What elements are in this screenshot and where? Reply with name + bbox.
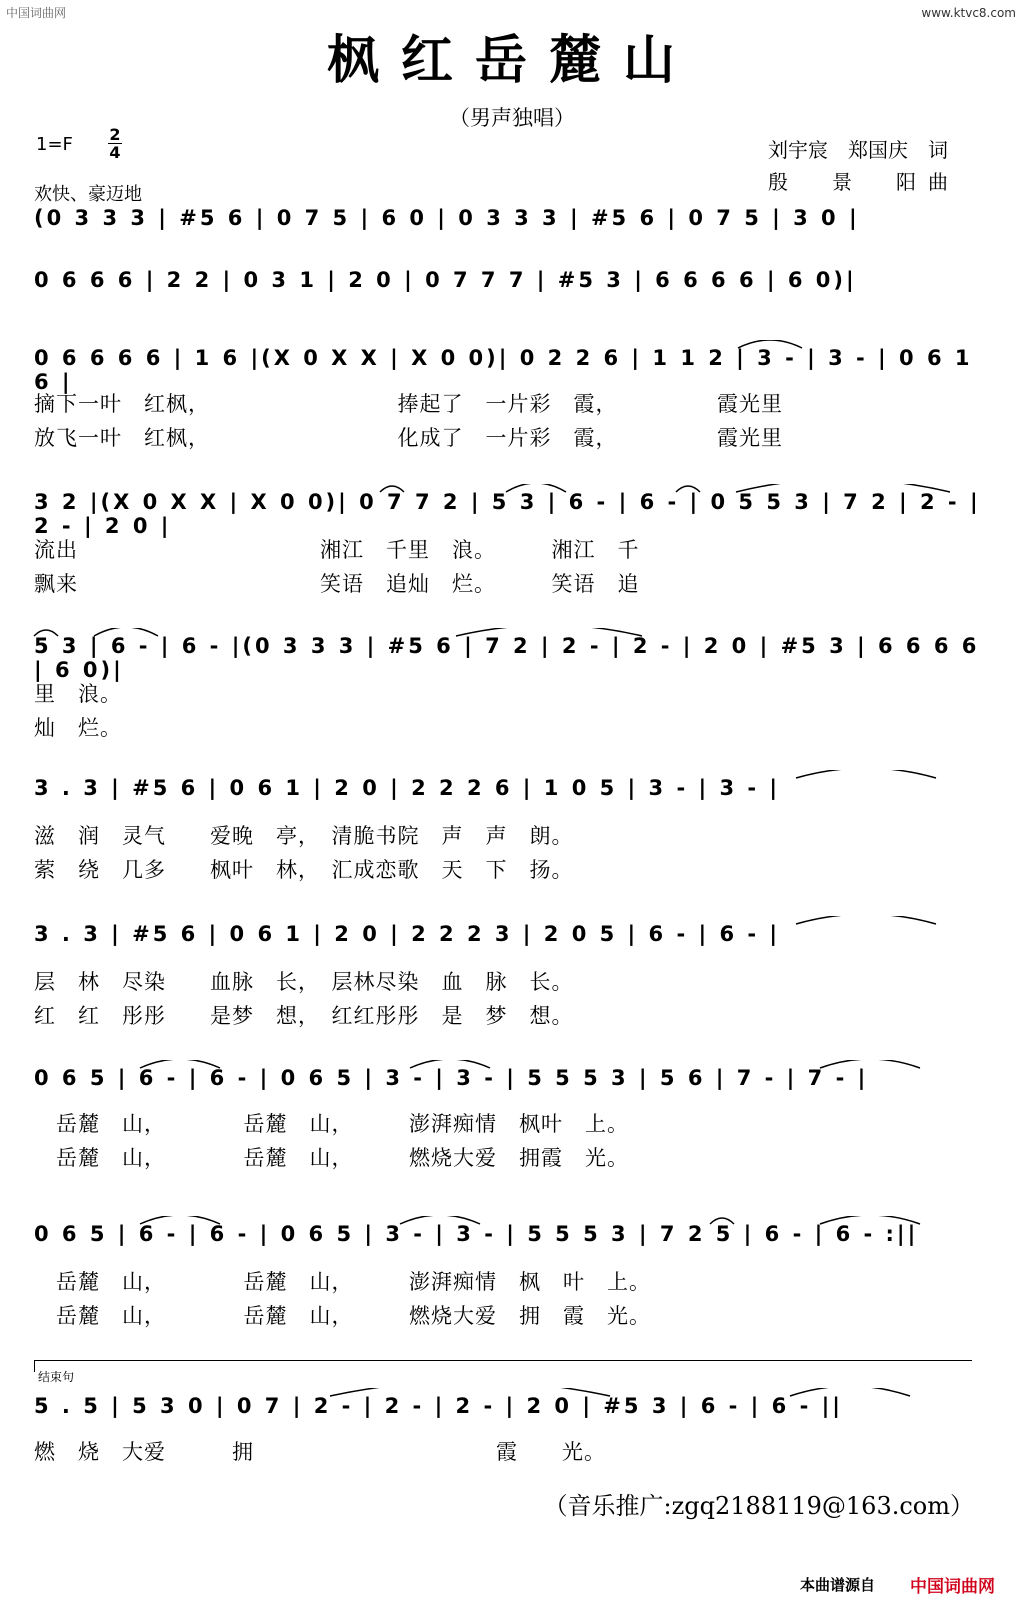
lyric-verse-2: 放飞一叶 红枫， 化成了 一片彩 霞， 霞光里: [34, 426, 783, 450]
watermark-left: 中国词曲网: [6, 6, 67, 20]
lyric-verse-2: 飘来 笑语 追灿 烂。 笑语 追: [34, 572, 640, 596]
lyric-verse-2: 萦 绕 几多 枫叶 林， 汇成恋歌 天 下 扬。: [34, 858, 574, 882]
lyric-verse-1: 岳麓 山， 岳麓 山， 澎湃痴情 枫 叶 上。: [34, 1270, 651, 1294]
score-system-1: [30, 200, 995, 240]
notation-line: 0 6 5 | 6 - | 6 - | 0 6 5 | 3 - | 3 - | 5 5 5 3 | 7 2 5 | 6 - | 6 - :||: [34, 1222, 919, 1246]
lyric-verse-1: 层 林 尽染 血脉 长， 层林尽染 血 脉 长。: [34, 970, 574, 994]
notation-line: 3 . 3 | #5 6 | 0 6 1 | 2 0 | 2 2 2 6 | 1 0 5 | 3 - | 3 - |: [34, 776, 781, 800]
lyric-verse-2: 灿 烂。: [34, 716, 122, 740]
notation-line: 0 6 5 | 6 - | 6 - | 0 6 5 | 3 - | 3 - | 5 5 5 3 | 5 6 | 7 - | 7 - |: [34, 1066, 869, 1090]
watermark-right: www.ktvc8.com: [921, 6, 1016, 20]
lyric-verse-2: 岳麓 山， 岳麓 山， 燃烧大爱 拥霞 光。: [34, 1146, 629, 1170]
notation-line: 0 6 6 6 | 2 2 | 0 3 1 | 2 0 | 0 7 7 7 | #5 3 | 6 6 6 6 | 6 0)|: [34, 268, 857, 292]
lyric-verse-1: 滋 润 灵气 爱晚 亭， 清脆书院 声 声 朗。: [34, 824, 574, 848]
ending-bracket-left: [34, 1360, 35, 1372]
lyric-verse-1: 岳麓 山， 岳麓 山， 澎湃痴情 枫叶 上。: [34, 1112, 629, 1136]
lyric-verse-2: 岳麓 山， 岳麓 山， 燃烧大爱 拥 霞 光。: [34, 1304, 651, 1328]
score-system-3: [30, 340, 995, 394]
footer-source: 本曲谱源自: [800, 1576, 876, 1594]
key-signature: 1=F: [36, 134, 73, 155]
score-system-6: [30, 770, 995, 810]
notation-line: 5 . 5 | 5 3 0 | 0 7 | 2 - | 2 - | 2 - | 2 0 | #5 3 | 6 - | 6 - ||: [34, 1394, 843, 1418]
lyric-verse-1: 里 浪。: [34, 682, 122, 706]
notation-line: 3 2 |(X 0 X X | X 0 0)| 0 7 7 2 | 5 3 | 6 - | 6 - | 0 5 5 3 | 7 2 | 2 - | 2 - | 2 0 |: [34, 490, 981, 538]
song-title: 枫红岳麓山: [326, 30, 697, 91]
lyricist-credit: 刘宇宸 郑国庆 词: [768, 138, 948, 162]
tempo-marking: 欢快、豪迈地: [34, 184, 142, 205]
lyric-verse-1: 燃 烧 大爱 拥 霞 光。: [34, 1440, 606, 1464]
score-system-4: [30, 484, 995, 538]
lyric-verse-2: 红 红 彤彤 是梦 想， 红红彤彤 是 梦 想。: [34, 1004, 574, 1028]
notation-line: 5 3 | 6 - | 6 - |(0 3 3 3 | #5 6 | 7 2 | 2 - | 2 - | 2 0 | #5 3 | 6 6 6 6 | 6 0)|: [34, 634, 980, 682]
ending-label: 结束句: [38, 1370, 75, 1384]
song-subtitle: （男声独唱）: [449, 106, 575, 130]
score-system-2: [30, 262, 995, 302]
score-system-7: [30, 916, 995, 956]
score-system-5: [30, 628, 995, 682]
time-signature: [108, 126, 122, 161]
score-system-10: [30, 1388, 995, 1428]
lyric-verse-1: 流出 湘江 千里 浪。 湘江 千: [34, 538, 640, 562]
lyric-verse-1: 摘下一叶 红枫， 捧起了 一片彩 霞， 霞光里: [34, 392, 783, 416]
score-system-8: [30, 1060, 995, 1100]
score-system-9: [30, 1216, 995, 1256]
time-signature-bottom: 4: [109, 143, 121, 162]
ending-bracket: [34, 1360, 972, 1361]
footer-site-logo[interactable]: 中国词曲网: [910, 1577, 995, 1597]
notation-line: 0 6 6 6 6 | 1 6 |(X 0 X X | X 0 0)| 0 2 2 6 | 1 1 2 | 3 - | 3 - | 0 6 1 6 |: [34, 346, 973, 394]
composer-credit: 殷 景 阳曲: [768, 170, 960, 194]
notation-line: (0 3 3 3 | #5 6 | 0 7 5 | 6 0 | 0 3 3 3 | #5 6 | 0 7 5 | 3 0 |: [34, 206, 860, 230]
notation-line: 3 . 3 | #5 6 | 0 6 1 | 2 0 | 2 2 2 3 | 2 0 5 | 6 - | 6 - |: [34, 922, 781, 946]
promo-text: （音乐推广:zgq2188119@163.com）: [543, 1492, 974, 1520]
time-signature-top: 2: [109, 125, 121, 144]
